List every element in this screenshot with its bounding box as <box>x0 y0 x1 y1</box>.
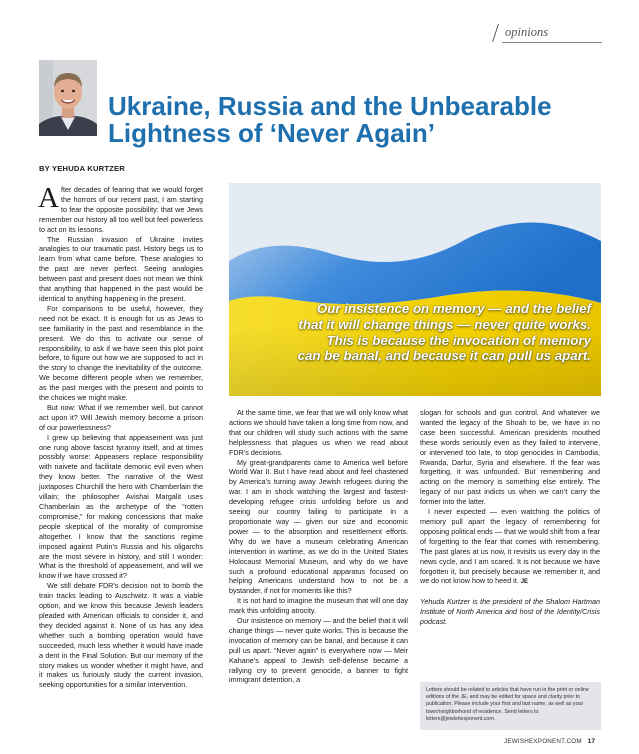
article-column-2 <box>229 408 408 685</box>
page-footer <box>504 738 595 745</box>
ukraine-flag-photo <box>229 183 601 396</box>
pull-quote-line: This is because the invocation of memory <box>326 332 591 348</box>
paragraph: slogan for schools and gun control. And whatever we wanted the legacy of the Shoah to be, we have in no case been successful. American presidents mouthed these words seriously even as they failed to intervene, or intervened too late, to stop genocides in Cambodia, Rwanda, Darfur, Syria and elsewhere. If the fear was forgetting, it was unfounded. But remembering and acting on the memory is something else entirely. The legacy of our past indicts us when we can’t carry the former into the latter. <box>420 408 600 507</box>
paragraph: I grew up believing that appeasement was just one rung above fascist tyranny itself, and at times possibly worse: Appeasers replace responsibility with naivete and facilitate demonic evil even when they know better. The narrative of the West juxtaposes Churchill the hero with Chamberlain the villain; the philosopher Avishai Margalit uses Chamberlain as the archetype of the “rotten compromise,” for making concessions that make people skeptical of the morality of compromise altogether. I know that the sanctions regime imposed against Putin’s Russia and his oligarchs are the most severe in history, and still I wonder: What is the threshold of appeasement, and will we know if we have crossed it? <box>39 432 203 581</box>
author-tagline: Yehuda Kurtzer is the president of the Shalom Hartman Institute of North America and host of the Identity/Crisis podcast. <box>420 597 600 627</box>
letters-info-box: Letters should be related to articles that have run in the print or online editions of the JE, and may be edited for space and clarity prior to publication. Please include your first and last name, as well as your town/neighborhood of residence. Send letters to letters@jewishexponent.com. <box>420 682 601 730</box>
article-column-3 <box>420 408 600 627</box>
paragraph: We still debate FDR’s decision not to bomb the train tracks leading to Auschwitz. It was a viable option, and we know this because Jewish leaders pleaded with American officials to consider it, and they decided against it. None of us has any idea whether such a bombing operation would have succeeded, much less whether it would have made a dent in the Final Solution. But our memory of the story makes us wonder whether it might have, and it makes us furiously study the current invasion, seeking opportunities for a similar intervention. <box>39 581 203 690</box>
paragraph: Our insistence on memory — and the belief that it will change things — never quite works. This is because the invocation of memory can be banal, and because it can pull us apart. “Never again” is everywhere now — Meir Kahane’s appeal to Jewish self-defense became a rallying cry to prevent genocide, a banner to fight immigrant detention, a <box>229 616 408 685</box>
pull-quote-line: that it will change things — never quite works. <box>298 316 591 332</box>
paragraph: My great-grandparents came to America well before World War II. But I have read about and feel chastened by America’s turning away Jewish refugees during the war. I am in shock watching the largest and fastest-developing refugee crisis unfolding before us and seeing our country failing to participate in a proportionate way — given our size and economic power — to the absorption and resettlement efforts. Why do we have a museum celebrating American intervention in wartime, as we do in the United States Holocaust Memorial Museum, and why do we have such a profound educational apparatus focused on helping Americans understand how to not be a bystander, if not for moments like this? <box>229 457 408 596</box>
signoff-mark: JE <box>520 579 529 586</box>
section-tab <box>495 22 600 44</box>
section-label: opinions <box>505 25 549 39</box>
paragraph: For comparisons to be useful, however, they need not be exact. It is enough for us as Jews to see familiarity in the past and resemblance in the present. We do this to activate our sense of responsibility, to ask if we have seen this plot point before, to figure out how we are supposed to act in the story to change the inevitability of the outcome. We become different people when we remember, as the past merges with the present and points to the choices we might make. <box>39 303 203 403</box>
paragraph: But now: What if we remember well, but cannot act upon it? Will Jewish memory become a prison of our powerlessness? <box>39 402 203 432</box>
headline-line-1: Ukraine, Russia and the Unbearable <box>108 91 552 121</box>
pull-quote <box>229 301 591 364</box>
section-rule-divider <box>502 42 602 43</box>
page-number: 17 <box>587 738 596 745</box>
headline-line-2: Lightness of ‘Never Again’ <box>108 118 435 148</box>
author-photo <box>39 60 97 136</box>
pull-quote-line: can be banal, and because it can pull us apart. <box>297 348 591 364</box>
article-column-1 <box>38 182 203 690</box>
byline: BY YEHUDA KURTZER <box>39 164 125 173</box>
paragraph: After decades of fearing that we would forget the horrors of our recent past, I am starting to fear the opposite possibility: that we Jews remember our history all too well but feel powerless to act on its lessons. <box>38 182 203 234</box>
pull-quote-line: Our insistence on memory — and the belief <box>316 301 591 316</box>
paragraph: At the same time, we fear that we will only know what actions we should have taken a long time from now, and that our children will study such actions with the same helplessness that plagues us when we read about FDR’s decisions. <box>229 408 408 457</box>
paragraph: The Russian invasion of Ukraine invites analogies to our traumatic past. History begs us to learn from what came before. These analogies to the past are never perfect. Seeing analogies between past and present does not mean we think that anything that happened in the past would be identical to anything happening in the present. <box>39 234 203 303</box>
paragraph: I never expected — even watching the politics of memory pull apart the legacy of remembering for opposing political ends — that we would shift from a fear of forgetting to the fear that comes with remembering. The past glares at us now, it revisits us every day in the news cycle, and I am scared. It is not because we have forgotten it, but precisely because we remember it, and we do not know how to heed it. JE <box>420 507 600 586</box>
drop-cap: A <box>38 182 59 214</box>
article-headline <box>108 93 588 147</box>
footer-site: JEWISHEXPONENT.COM <box>504 738 582 745</box>
paragraph: It is not hard to imagine the museum that will one day mark this unfolding atrocity. <box>229 596 408 616</box>
